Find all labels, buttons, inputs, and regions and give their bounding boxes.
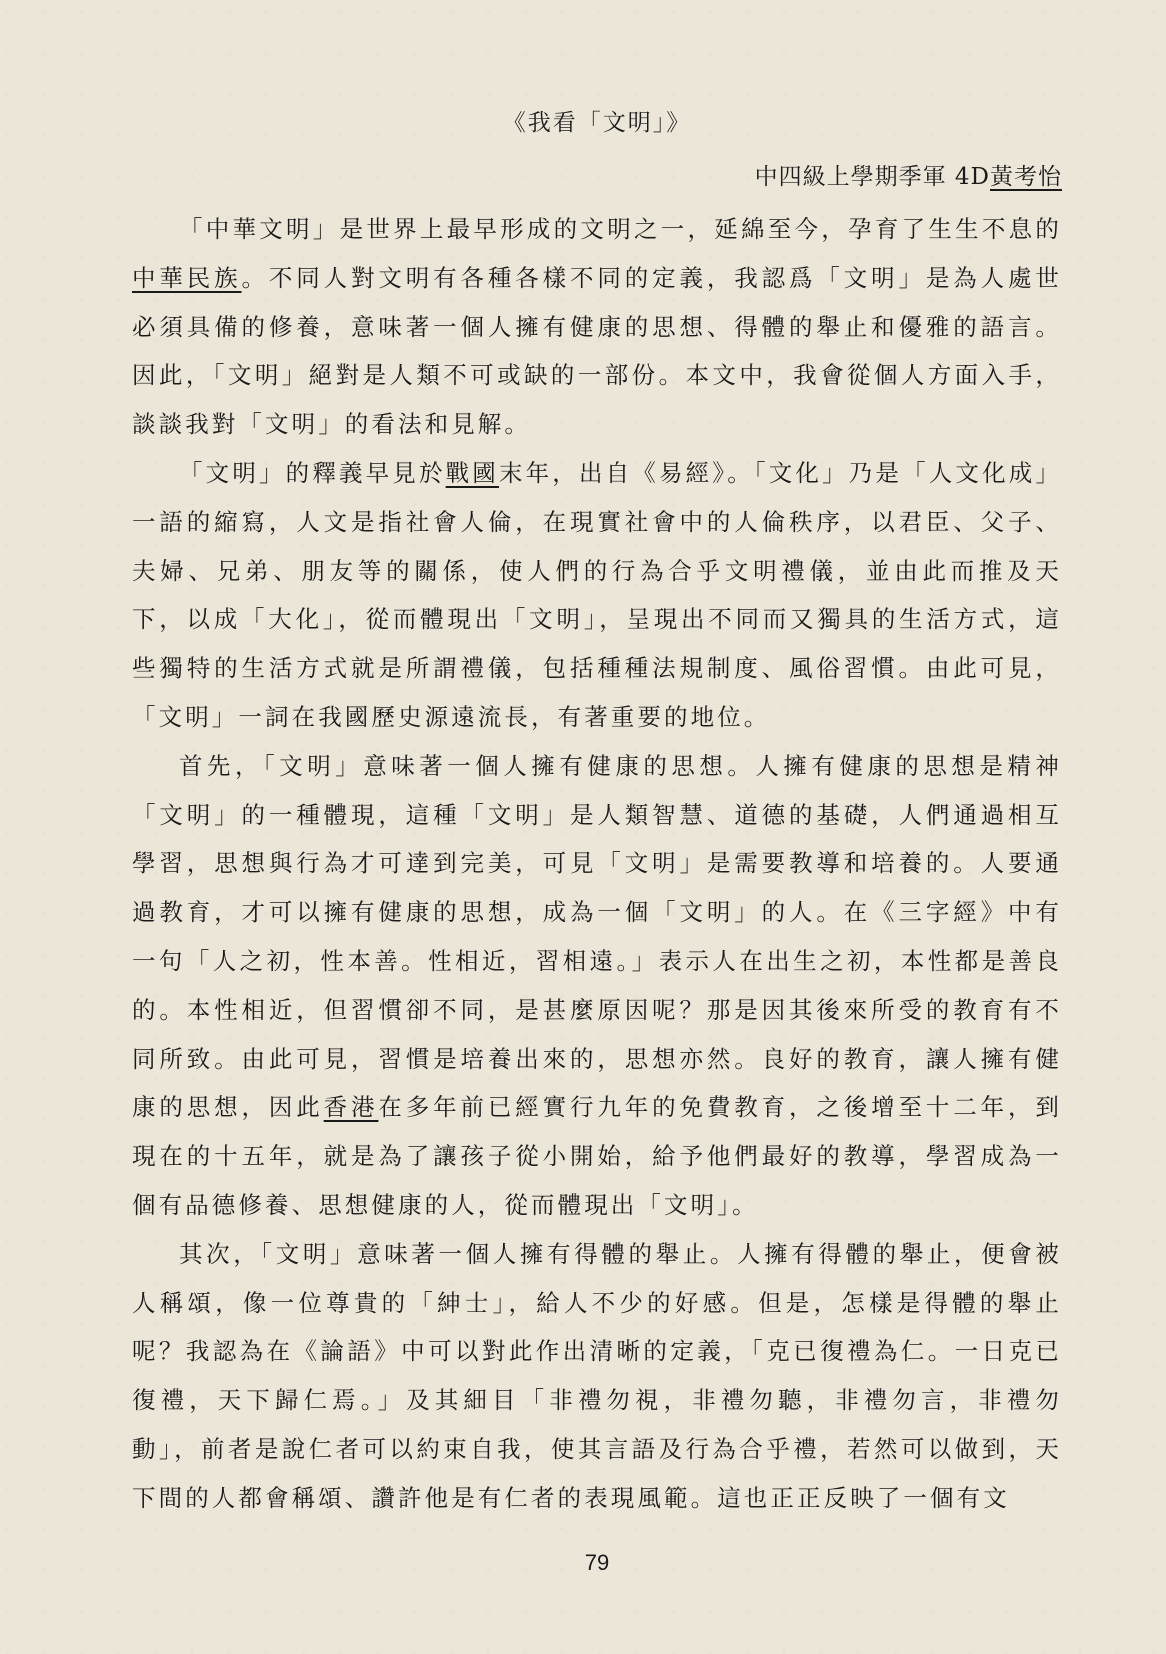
author-name: 黃考怡: [990, 164, 1062, 190]
byline: [755, 158, 1062, 191]
underlined-term: 中華民族: [132, 263, 242, 292]
underlined-term: 香港: [323, 1093, 379, 1122]
document-page: [132, 0, 1062, 1654]
paragraph: 首先，「文明」意味著一個人擁有健康的思想。人擁有健康的思想是精神「文明」的一種體現，這種「文明」是人類智慧、道德的基礎，人們通過相互學習，思想與行為才可達到完美，可見「文明」是需要教導和培養的。人要通過教育，才可以擁有健康的思想，成為一個「文明」的人。在《三字經》中有一句「人之初，性本善。性相近，習相遠。」表示人在出生之初，本性都是善良的。本性相近，但習慣卻不同，是甚麼原因呢？那是因其後來所受的教育有不同所致。由此可見，習慣是培養出來的，思想亦然。良好的教育，讓人擁有健康的思想，因此香港在多年前已經實行九年的免費教育，之後增至十二年，到現在的十五年，就是為了讓孩子從小開始，給予他們最好的教導，學習成為一個有品德修養、思想健康的人，從而體現出「文明」。: [132, 751, 1063, 1219]
paragraph: 「中華文明」是世界上最早形成的文明之一，延綿至今，孕育了生生不息的中華民族。不同人對文明有各種各樣不同的定義，我認爲「文明」是為人處世必須具備的修養，意味著一個人擁有健康的思想、得體的舉止和優雅的語言。因此，「文明」絕對是人類不可或缺的一部份。本文中，我會從個人方面入手，談談我對「文明」的看法和見解。: [132, 215, 1063, 439]
underlined-term: 戰國: [445, 458, 499, 487]
award-class: 中四級上學期季軍 4D: [754, 164, 990, 190]
essay-body: [132, 205, 1062, 1523]
paragraph: 其次，「文明」意味著一個人擁有得體的舉止。人擁有得體的舉止，便會被人稱頌，像一位尊貴的「紳士」，給人不少的好感。但是，怎樣是得體的舉止呢？我認為在《論語》中可以對此作出清晰的定義，「克已復禮為仁。一日克已復禮，天下歸仁焉。」及其細目「非禮勿視，非禮勿聽，非禮勿言，非禮勿動」，前者是說仁者可以約束自我，使其言語及行為合乎禮，若然可以做到，天下間的人都會稱頌、讚許他是有仁者的表現風範。這也正正反映了一個有文: [132, 1239, 1062, 1512]
essay-title: 《我看「文明」》: [502, 110, 692, 136]
paragraph: 「文明」的釋義早見於戰國末年，出自《易經》。「文化」乃是「人文化成」一語的縮寫，人文是指社會人倫，在現實社會中的人倫秩序，以君臣、父子、夫婦、兄弟、朋友等的關係，使人們的行為合乎文明禮儀，並由此而推及天下，以成「大化」，從而體現出「文明」，呈現出不同而又獨具的生活方式，這些獨特的生活方式就是所謂禮儀，包括種種法規制度、風俗習慣。由此可見，「文明」一詞在我國歷史源遠流長，有著重要的地位。: [132, 458, 1063, 731]
page-number: 79: [584, 1550, 610, 1575]
